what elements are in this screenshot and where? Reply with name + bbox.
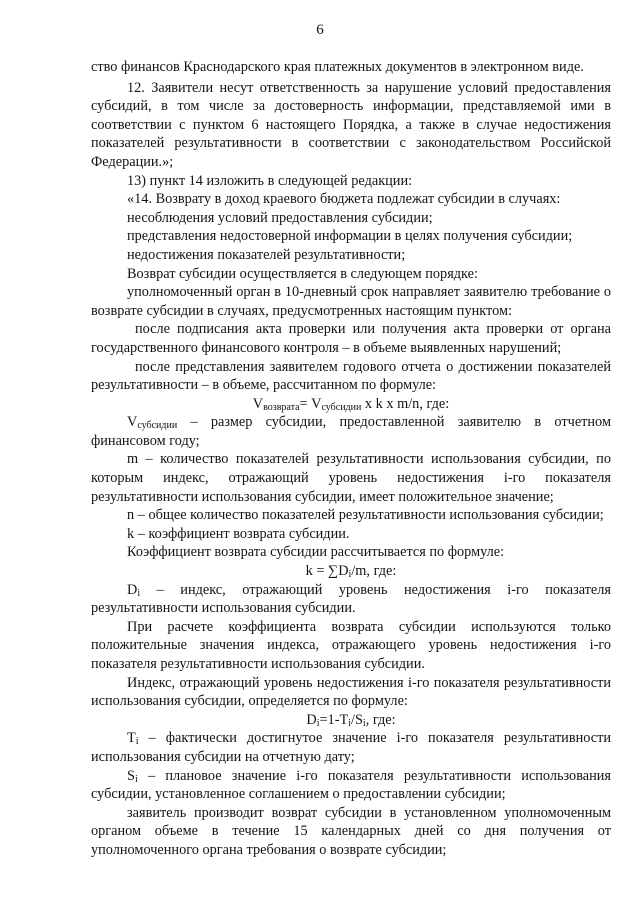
paragraph: Возврат субсидии осуществляется в следующем порядке: (127, 265, 478, 282)
paragraph: несоблюдения условий предоставления субсидии; (127, 209, 433, 226)
paragraph: 13) пункт 14 изложить в следующей редакции: (127, 172, 413, 189)
paragraph: При расчете коэффициента возврата субсидии используются только положительные значения индекса, отражающего уровень недостижения i-го показателя результативности использования субсидии. (91, 618, 611, 672)
paragraph: заявитель производит возврат субсидии в установленном уполномоченным органом объеме в течение 15 календарных дней со дня получения от уполномоченного органа требования о возврате субсидии; (91, 804, 611, 858)
paragraph: ство финансов Краснодарского края платежных документов в электронном виде. (91, 59, 584, 75)
definition-n: n – общее количество показателей результативности использования субсидии; (127, 507, 604, 524)
document-body (91, 58, 611, 860)
definition-t: $T_i$ – фактически достигнутое значение i-го показателя результативности использования субсидии на отчетную дату; (91, 730, 611, 765)
definition-m: m – количество показателей результативности использования субсидии, по которым индекс, отражающий уровень недостижения i-го показателя результативности использования субсидии, имеет положительное значение; (91, 451, 611, 505)
paragraph: Индекс, отражающий уровень недостижения i-го показателя результативности использования субсидии, определяется по формуле: (91, 674, 611, 710)
definition-d: $D_i$ – индекс, отражающий уровень недостижения i-го показателя результативности использования субсидии. (91, 581, 611, 617)
page-number: 6 (316, 22, 324, 38)
paragraph: представления недостоверной информации в целях получения субсидии; (127, 228, 573, 245)
paragraph: «14. Возврату в доход краевого бюджета подлежат субсидии в случаях: (127, 191, 561, 208)
formula-k: $k = \sum D_i/m$, где: (305, 563, 397, 581)
paragraph: Коэффициент возврата субсидии рассчитывается по формуле: (127, 544, 505, 561)
formula-d: $D_i=1-T_i/S_i$, где: (306, 711, 396, 729)
definition-v: $V_{субсидии}$ – размер субсидии, предоставленной заявителю в отчетном финансовом году; (91, 414, 611, 449)
paragraph: уполномоченный орган в 10-дневный срок направляет заявителю требование о возврате субсидии в случаях, предусмотренных настоящим пунктом: (91, 284, 611, 319)
definition-k: k – коэффициент возврата субсидии. (127, 525, 350, 542)
paragraph: недостижения показателей результативности; (127, 246, 406, 263)
paragraph: после подписания акта проверки или получения акта проверки от органа государственного финансового контроля – в объеме выявленных нарушений; (91, 321, 611, 356)
formula-return-amount: $V_{возврата}= V_{субсидии}$ х k х m/n, где: (252, 395, 450, 413)
paragraph: 12. Заявители несут ответственность за нарушение условий предоставления субсидий, в том числе за достоверность информации, представляемой ими в соответствии с пунктом 6 настоящего Порядка, а также в случае недостижения показателей результативности в соответствии с законодательством Российской Федерации.»; (91, 79, 611, 170)
definition-s: $S_i$ – плановое значение i-го показателя результативности использования субсидии, установленное соглашением о предоставлении субсидии; (91, 767, 611, 803)
paragraph: после представления заявителем годового отчета о достижении показателей результативности – в объеме, рассчитанном по формуле: (91, 358, 611, 394)
